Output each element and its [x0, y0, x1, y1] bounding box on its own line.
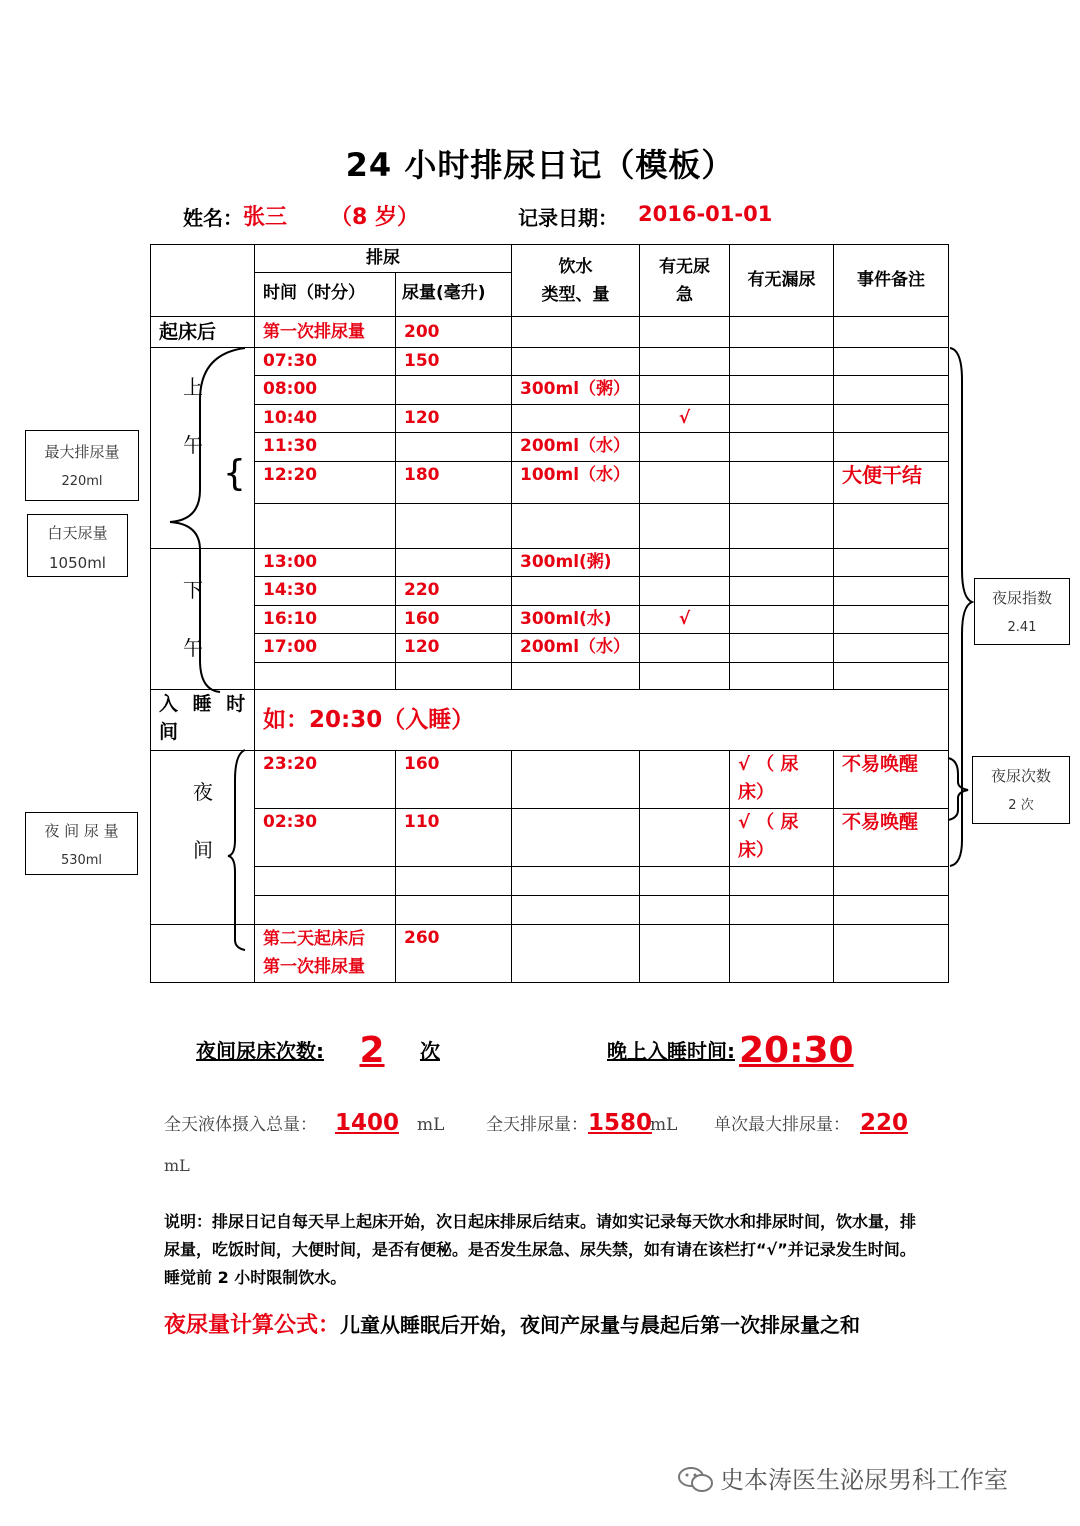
intake-total: [164, 1110, 444, 1136]
diary-table: [150, 244, 949, 983]
volume-cell: [396, 376, 512, 404]
small-brace-icon: {: [223, 453, 246, 494]
header-notes: 事件备注: [834, 245, 949, 317]
notes-cell: 不易唤醒: [834, 809, 949, 867]
time-cell: 16:10: [255, 605, 396, 633]
urgency-cell: √: [640, 605, 730, 633]
output-unit: mL: [650, 1115, 678, 1135]
bedwet-unit: 次: [420, 1039, 440, 1063]
header-urination: 排尿: [255, 245, 512, 273]
header-drink-line1: 饮水: [558, 256, 593, 277]
urgency-cell: [640, 549, 730, 577]
sleep-time-value: 20:30: [739, 1030, 854, 1071]
formula-label: 夜尿量计算公式：: [164, 1313, 341, 1338]
instructions-note: 说明：排尿日记自每天早上起床开始，次日起床排尿后结束。请如实记录每天饮水和排尿时间，饮水量，排尿量，吃饭时间，大便时间，是否有便秘。是否发生尿急、尿失禁，如有请在该栏打“√”并记录发生时间。睡觉前 2 小时限制饮水。: [164, 1212, 917, 1287]
drink-cell: 300ml（粥）: [512, 376, 640, 404]
wechat-icon: [676, 1464, 716, 1494]
wake-volume: 200: [396, 317, 512, 348]
time-cell: 02:30: [255, 809, 396, 867]
nocturia-count-value: 2 次: [1008, 798, 1034, 813]
leak-line2: 床）: [738, 782, 774, 803]
night-char-1: 夜: [193, 780, 213, 804]
output-label: 全天排尿量：: [486, 1115, 588, 1135]
urgency-cell: √: [640, 404, 730, 432]
night-brace: [228, 750, 245, 950]
nocturia-index-label: 夜尿指数: [991, 589, 1052, 607]
header-drink: [512, 245, 640, 317]
formula: [164, 1305, 924, 1346]
wake-label: 起床后: [151, 317, 255, 348]
max-void-total-label: 单次最大排尿量：: [714, 1115, 850, 1135]
max-void-total-value: 220: [859, 1110, 908, 1136]
night-volume-value: 530ml: [60, 853, 103, 868]
nocturia-count-box: [972, 756, 1070, 824]
header-urgency: [640, 245, 730, 317]
next-time-line2: 第一次排尿量: [263, 957, 365, 977]
drink-cell: [512, 577, 640, 605]
header-blank: [151, 245, 255, 317]
time-cell: 11:30: [255, 433, 396, 461]
wake-time: 第一次排尿量: [255, 317, 396, 348]
page-title: 24 小时排尿日记（模板）: [345, 146, 735, 184]
formula-text: 儿童从睡眠后开始，夜间产尿量与晨起后第一次排尿量之和: [340, 1313, 861, 1337]
volume-cell: 220: [396, 577, 512, 605]
drink-cell: 300ml(水): [512, 605, 640, 633]
drink-cell: [512, 404, 640, 432]
notes-cell: [834, 433, 949, 461]
volume-cell: 110: [396, 809, 512, 867]
small-right-brace-path: [948, 758, 968, 820]
urgency-cell: [640, 634, 730, 662]
nocturia-index-box: [974, 578, 1070, 645]
sleep-value: 如：20:30（入睡）: [255, 690, 949, 751]
volume-cell: [396, 549, 512, 577]
next-morning-time: [255, 925, 396, 983]
sleep-label: 入 睡 时间: [151, 690, 255, 751]
name-label: 姓名：: [183, 206, 243, 230]
notes-cell: 不易唤醒: [834, 751, 949, 809]
age-value: （8 岁）: [330, 205, 419, 230]
time-cell: 23:20: [255, 751, 396, 809]
drink-cell: 100ml（水）: [512, 461, 640, 504]
max-void-label: 最大排尿量: [44, 443, 120, 461]
urgency-cell: [640, 461, 730, 504]
bracket-lines: [160, 340, 260, 960]
intake-unit: mL: [417, 1115, 445, 1135]
time-cell: 10:40: [255, 404, 396, 432]
urgency-cell: [640, 376, 730, 404]
sleep-time-label: 晚上入睡时间:: [607, 1039, 735, 1063]
time-cell: 14:30: [255, 577, 396, 605]
time-cell: 08:00: [255, 376, 396, 404]
day-volume-value: 1050ml: [49, 554, 106, 572]
header-time: 时间（时分）: [255, 273, 396, 317]
date-value: 2016-01-01: [638, 202, 773, 226]
max-void-unit: mL: [164, 1156, 190, 1175]
nocturia-index-value: 2.41: [1007, 620, 1037, 635]
time-cell: 13:00: [255, 549, 396, 577]
night-volume-box: [25, 812, 138, 875]
drink-cell: 300ml(粥): [512, 549, 640, 577]
volume-cell: 180: [396, 461, 512, 504]
time-cell: 07:30: [255, 348, 396, 376]
volume-cell: 120: [396, 634, 512, 662]
time-cell: 12:20: [255, 461, 396, 504]
nocturia-count-label: 夜尿次数: [990, 767, 1051, 785]
max-void-box: [25, 430, 139, 501]
leak-cell: [730, 809, 834, 867]
header-urgency-line2: 急: [676, 284, 693, 305]
date-label: 记录日期：: [518, 206, 618, 230]
volume-cell: 160: [396, 605, 512, 633]
night-volume-label: 夜 间 尿 量: [44, 822, 119, 840]
morning-char-1: 上: [183, 375, 203, 399]
output-value: 1580: [588, 1110, 653, 1136]
volume-cell: [396, 433, 512, 461]
bedwet-value: 2: [359, 1030, 385, 1071]
watermark-text: 史本涛医生泌尿男科工作室: [720, 1466, 1008, 1494]
max-void-value: 220ml: [61, 474, 103, 489]
intake-value: 1400: [334, 1110, 399, 1136]
morning-char-2: 午: [183, 433, 203, 457]
afternoon-char-1: 下: [183, 578, 203, 602]
notes-cell: 大便干结: [834, 461, 949, 504]
leak-line1: √ （ 尿: [738, 812, 799, 833]
drink-cell: 200ml（水）: [512, 433, 640, 461]
urgency-cell: [640, 433, 730, 461]
header-leak: 有无漏尿: [730, 245, 834, 317]
day-volume-box: [27, 514, 128, 577]
name-value: 张三: [243, 205, 288, 230]
day-volume-label: 白天尿量: [47, 524, 108, 542]
leak-line2: 床）: [738, 840, 774, 861]
leak-cell: [730, 751, 834, 809]
notes-cell: [834, 376, 949, 404]
header-drink-line2: 类型、量: [541, 284, 610, 305]
drink-cell: 200ml（水）: [512, 634, 640, 662]
bedwet-label: 夜间尿床次数:: [196, 1039, 324, 1063]
morning-brace: [170, 348, 245, 692]
max-void-total: [714, 1110, 908, 1136]
time-cell: 17:00: [255, 634, 396, 662]
afternoon-char-2: 午: [183, 636, 203, 660]
volume-cell: 160: [396, 751, 512, 809]
watermark: [676, 1460, 1008, 1495]
drink-cell: [512, 348, 640, 376]
night-char-2: 间: [193, 838, 213, 862]
volume-cell: 150: [396, 348, 512, 376]
header-volume: 尿量(毫升): [396, 273, 512, 317]
notes-cell: [834, 348, 949, 376]
header-urgency-line1: 有无尿: [659, 256, 710, 277]
leak-line1: √ （ 尿: [738, 754, 799, 775]
sleep-time-summary: [607, 1030, 897, 1071]
volume-cell: 120: [396, 404, 512, 432]
notes-cell: [834, 404, 949, 432]
intake-label: 全天液体摄入总量：: [164, 1115, 317, 1135]
output-total: [486, 1110, 677, 1136]
next-time-line1: 第二天起床后: [263, 929, 365, 949]
urgency-cell: [640, 348, 730, 376]
next-morning-volume: 260: [396, 925, 512, 983]
bedwetting-summary: [196, 1030, 440, 1071]
urgency-cell: [640, 577, 730, 605]
